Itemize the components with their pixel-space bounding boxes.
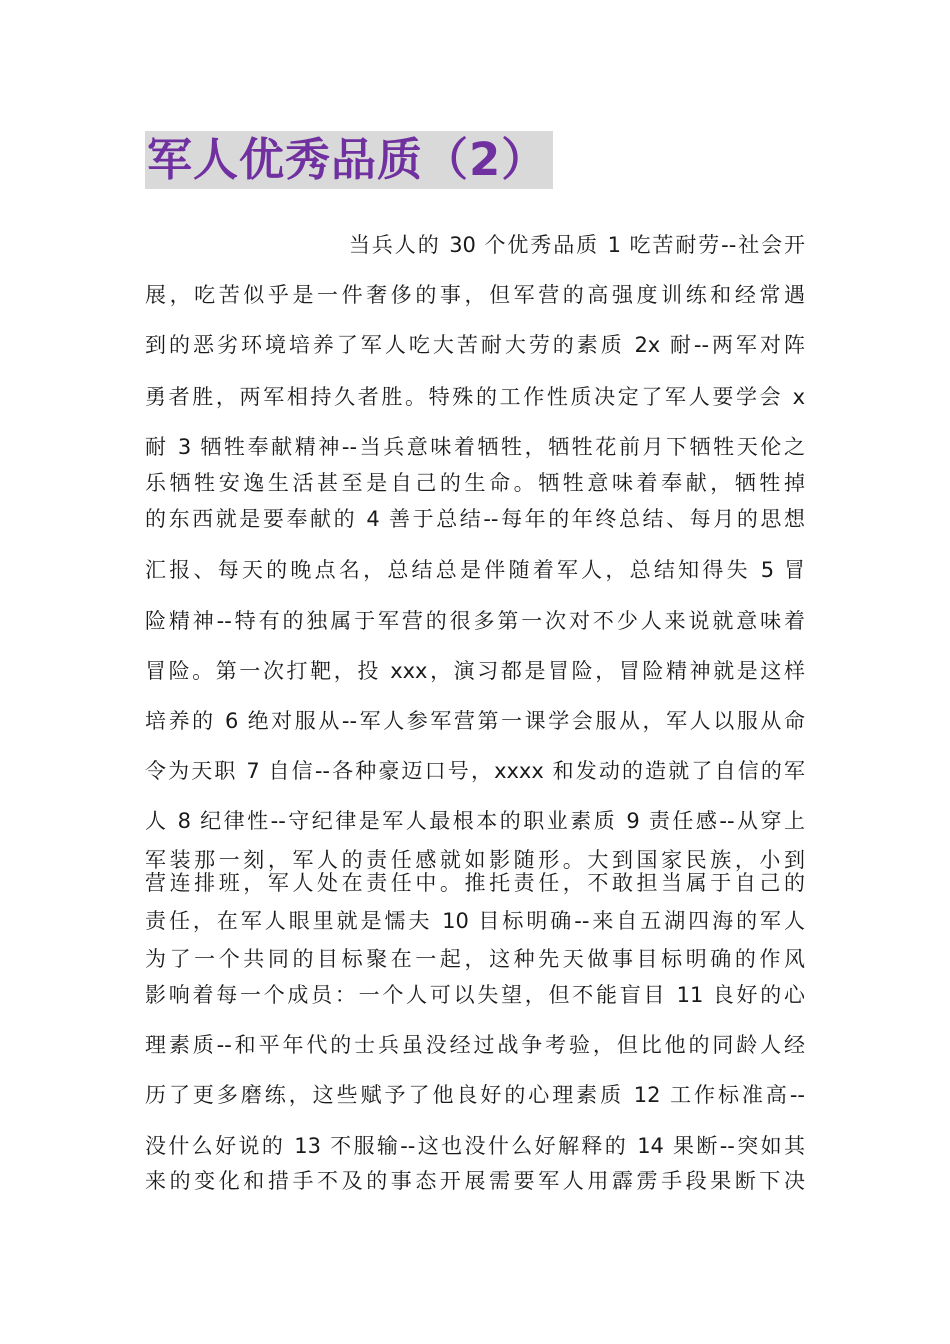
body-line: 为了一个共同的目标聚在一起，这种先天做事目标明确的作风 — [145, 947, 805, 971]
body-line: 冒险。第一次打靶，投 xxx，演习都是冒险，冒险精神就是这样 — [145, 659, 805, 683]
body-line: 军装那一刻，军人的责任感就如影随形。大到国家民族，小到 — [145, 848, 805, 872]
body-line: 人 8 纪律性--守纪律是军人最根本的职业素质 9 责任感--从穿上 — [145, 809, 805, 833]
body-line: 展，吃苦似乎是一件奢侈的事，但军营的高强度训练和经常遇 — [145, 283, 805, 307]
body-line: 令为天职 7 自信--各种豪迈口号，xxxx 和发动的造就了自信的军 — [145, 759, 805, 783]
body-line: 勇者胜，两军相持久者胜。特殊的工作性质决定了军人要学会 x — [145, 385, 805, 409]
body-line: 耐 3 牺牲奉献精神--当兵意味着牺牲，牺牲花前月下牺牲天伦之 — [145, 435, 805, 459]
title-highlight — [145, 131, 553, 189]
body-line: 当兵人的 30 个优秀品质 1 吃苦耐劳--社会开 — [349, 233, 805, 257]
body-line: 责任，在军人眼里就是懦夫 10 目标明确--来自五湖四海的军人 — [145, 909, 805, 933]
body-line: 来的变化和措手不及的事态开展需要军人用霹雳手段果断下决 — [145, 1169, 805, 1193]
body-line: 没什么好说的 13 不服输--这也没什么好解释的 14 果断--突如其 — [145, 1134, 805, 1158]
body-line: 培养的 6 绝对服从--军人参军营第一课学会服从，军人以服从命 — [145, 709, 805, 733]
body-line: 营连排班，军人处在责任中。推托责任，不敢担当属于自己的 — [145, 871, 805, 895]
body-line: 的东西就是要奉献的 4 善于总结--每年的年终总结、每月的思想 — [145, 507, 805, 531]
body-line: 乐牺牲安逸生活甚至是自己的生命。牺牲意味着奉献，牺牲掉 — [145, 471, 805, 495]
body-line: 历了更多磨练，这些赋予了他良好的心理素质 12 工作标准高-- — [145, 1083, 805, 1107]
body-line: 影响着每一个成员：一个人可以失望，但不能盲目 11 良好的心 — [145, 983, 805, 1007]
body-line: 汇报、每天的晚点名，总结总是伴随着军人，总结知得失 5 冒 — [145, 558, 805, 582]
body-line: 险精神--特有的独属于军营的很多第一次对不少人来说就意味着 — [145, 609, 805, 633]
page-title: 军人优秀品质（2） — [147, 133, 548, 186]
body-line: 到的恶劣环境培养了军人吃大苦耐大劳的素质 2x 耐--两军对阵 — [145, 333, 805, 357]
body-line: 理素质--和平年代的士兵虽没经过战争考验，但比他的同龄人经 — [145, 1033, 805, 1057]
